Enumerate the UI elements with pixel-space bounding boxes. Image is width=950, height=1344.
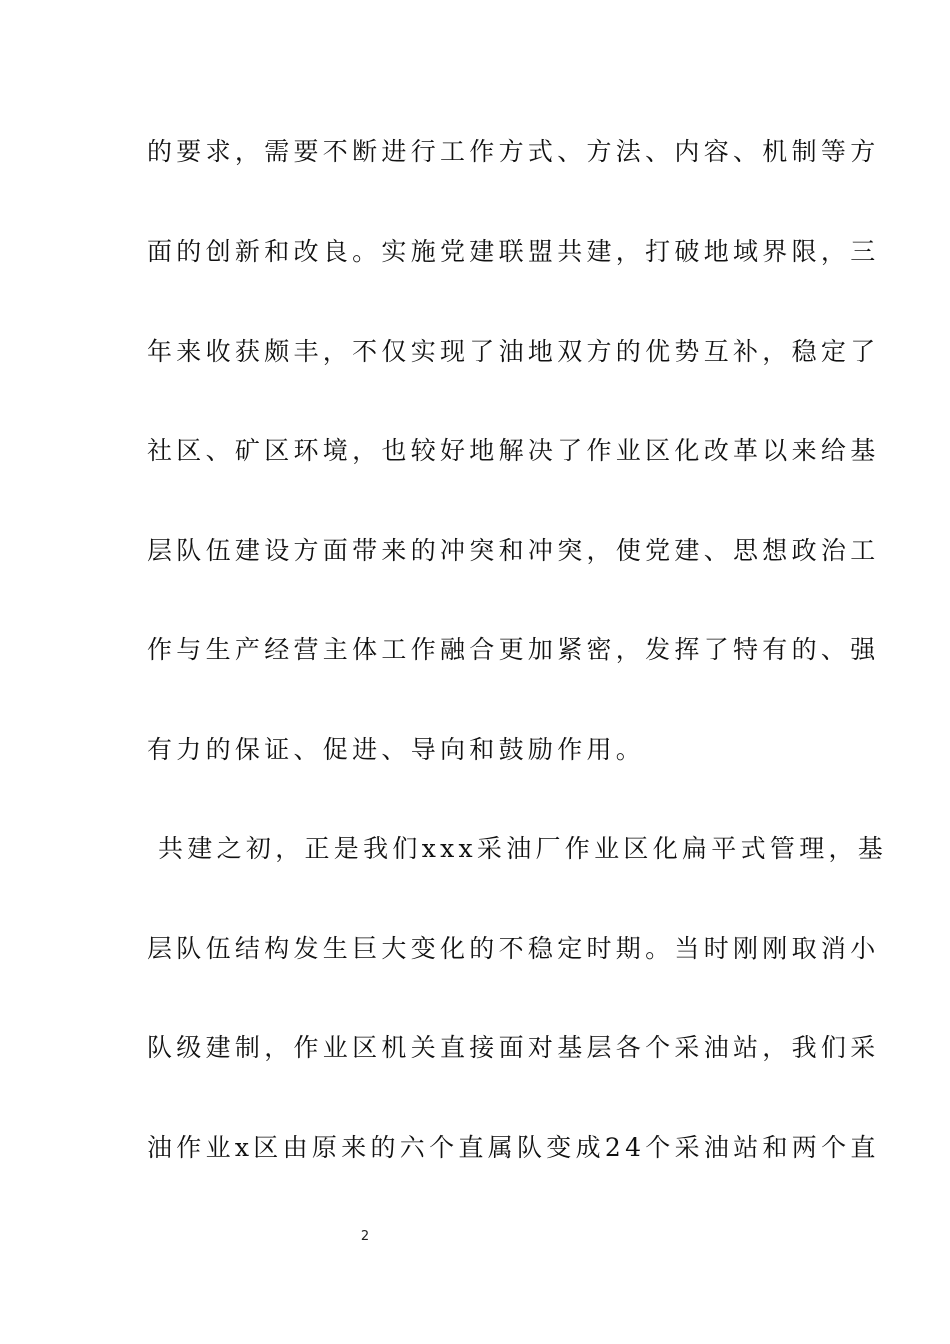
paragraph-line: 层队伍建设方面带来的冲突和冲突，使党建、思想政治工 xyxy=(147,536,880,565)
paragraph-line: 年来收获颇丰，不仅实现了油地双方的优势互补，稳定了 xyxy=(147,337,880,366)
paragraph-line: 层队伍结构发生巨大变化的不稳定时期。当时刚刚取消小 xyxy=(147,934,880,963)
paragraph-line: 有力的保证、促进、导向和鼓励作用。 xyxy=(147,735,646,764)
paragraph-line: 队级建制，作业区机关直接面对基层各个采油站，我们采 xyxy=(147,1033,880,1062)
paragraph-line: 社区、矿区环境，也较好地解决了作业区化改革以来给基 xyxy=(147,436,880,465)
paragraph-line: 油作业x区由原来的六个直属队变成24个采油站和两个直 xyxy=(147,1133,880,1162)
paragraph-line: 作与生产经营主体工作融合更加紧密，发挥了特有的、强 xyxy=(147,635,880,664)
paragraph-line: 面的创新和改良。实施党建联盟共建，打破地域界限，三 xyxy=(147,237,880,266)
paragraph-line: 共建之初，正是我们xxx采油厂作业区化扁平式管理，基 xyxy=(158,834,888,863)
page-number: 2 xyxy=(360,1229,370,1244)
paragraph-line: 的要求，需要不断进行工作方式、方法、内容、机制等方 xyxy=(147,137,880,166)
